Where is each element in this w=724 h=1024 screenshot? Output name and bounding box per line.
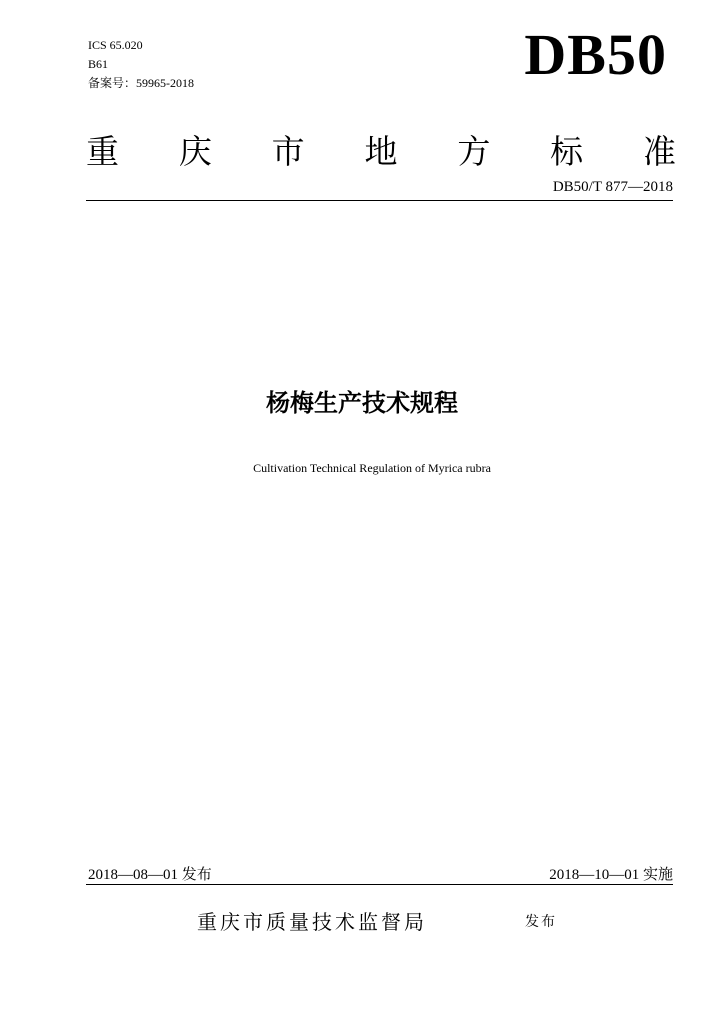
issue-label: 发布 bbox=[181, 865, 212, 883]
ccs-code: B61 bbox=[88, 57, 109, 71]
publisher-name: 重庆市质量技术监督局 bbox=[197, 910, 427, 934]
standard-type-char: 地 bbox=[364, 132, 398, 171]
document-title: 杨梅生产技术规程 bbox=[266, 389, 458, 417]
issue-date-line bbox=[88, 864, 212, 885]
issue-date: 2018—08—01 bbox=[88, 867, 178, 883]
document-subtitle: Cultivation Technical Regulation of Myrica rubra bbox=[253, 461, 491, 475]
standard-type-char: 方 bbox=[457, 132, 491, 171]
footer-divider bbox=[86, 884, 673, 885]
implement-date-line bbox=[549, 864, 673, 885]
standard-type-char: 庆 bbox=[178, 132, 212, 171]
record-number: 备案号：59965-2018 bbox=[88, 76, 194, 90]
standard-code-mark: DB50 bbox=[524, 22, 667, 87]
implement-label: 实施 bbox=[642, 865, 673, 883]
standard-type-char: 标 bbox=[550, 132, 584, 171]
standard-type-title bbox=[86, 130, 676, 174]
standard-type-char: 准 bbox=[642, 132, 676, 171]
standard-type-char: 市 bbox=[271, 132, 305, 171]
standard-number: DB50/T 877—2018 bbox=[552, 179, 673, 195]
publisher-suffix: 发布 bbox=[525, 914, 557, 930]
implement-date: 2018—10—01 bbox=[549, 867, 640, 883]
standard-type-char: 重 bbox=[86, 132, 119, 171]
ics-code: ICS 65.020 bbox=[88, 38, 143, 52]
header-divider bbox=[86, 200, 673, 201]
